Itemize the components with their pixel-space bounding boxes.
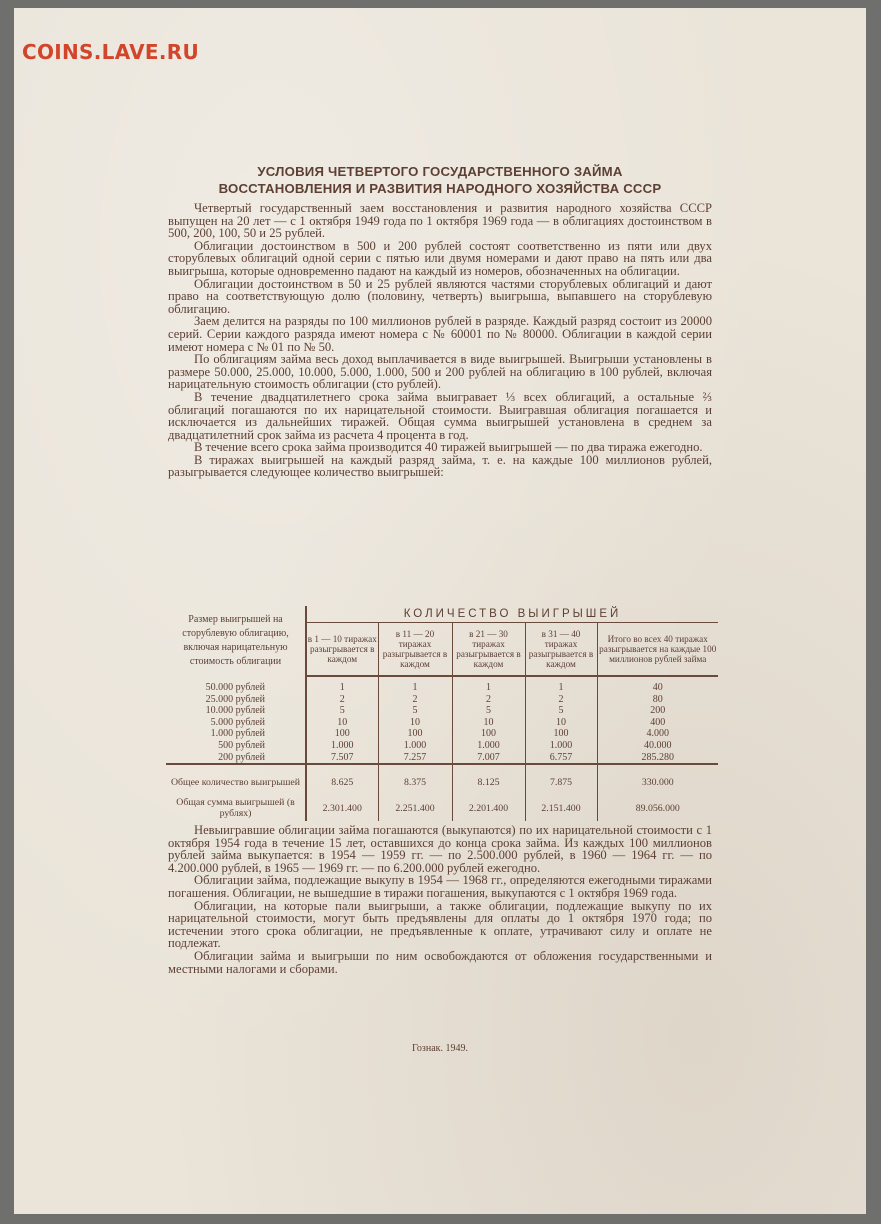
paragraph: Облигации достоинством в 50 и 25 рублей являются частями сторублевых облигаций и дают право на соответствующую долю (половину, четверть) выигрыша, выпавшего на сторублевую облигацию.: [168, 276, 712, 316]
paragraph: Облигации займа и выигрыши по ним освобождаются от обложения государственными и местными налогами и сборами.: [168, 948, 712, 976]
cell: 5: [306, 705, 378, 717]
column-header: в 1 — 10 тиражах разыгрывается в каждом: [306, 623, 378, 677]
cell: 10: [378, 717, 452, 729]
title-line-2: ВОССТАНОВЛЕНИЯ И РАЗВИТИЯ НАРОДНОГО ХОЗЯЙСТВА СССР: [218, 181, 662, 196]
cell: 200: [597, 705, 718, 717]
terms-text-top: [168, 202, 712, 479]
cell: 5: [452, 705, 525, 717]
table-row: [166, 682, 718, 694]
document-title: [160, 163, 720, 197]
row-label: Общая сумма выигрышей (в рублях): [166, 795, 306, 821]
table-row: [166, 694, 718, 706]
cell: 8.125: [452, 769, 525, 795]
paragraph: Четвертый государственный заем восстановления и развития народного хозяйства СССР выпущен на 20 лет — с 1 октября 1949 года по 1 октября 1969 года — в облигациях достоинством в 500, 200, 100, 50 и 25 рублей.: [168, 201, 712, 241]
cell: 5: [378, 705, 452, 717]
column-header: Итого во всех 40 тиражах разыгрывается на каждые 100 миллионов рублей займа: [597, 623, 718, 677]
cell: 2: [378, 694, 452, 706]
cell: 330.000: [597, 769, 718, 795]
cell: 10: [306, 717, 378, 729]
row-label: 50.000 рублей: [166, 682, 306, 694]
cell: 1: [452, 682, 525, 694]
table-group-header: КОЛИЧЕСТВО ВЫИГРЫШЕЙ: [306, 606, 718, 623]
cell: 4.000: [597, 728, 718, 740]
prize-distribution-table: [166, 606, 718, 821]
cell: 2: [525, 694, 597, 706]
row-label: 10.000 рублей: [166, 705, 306, 717]
cell: 2: [306, 694, 378, 706]
row-label: Общее количество выигрышей: [166, 769, 306, 795]
table-row: [166, 717, 718, 729]
cell: 40.000: [597, 740, 718, 752]
paragraph: По облигациям займа весь доход выплачивается в виде выигрышей. Выигрыши установлены в размере 50.000, 25.000, 10.000, 5.000, 1.000, 500 и 200 рублей на облигацию в 100 рублей, включая нарицательную стоимость облигации (сто рублей).: [168, 352, 712, 392]
row-label: 200 рублей: [166, 752, 306, 765]
cell: 100: [306, 728, 378, 740]
table-total-row: [166, 769, 718, 795]
terms-text-bottom: [168, 824, 712, 975]
cell: 100: [452, 728, 525, 740]
cell: 100: [378, 728, 452, 740]
cell: 1: [306, 682, 378, 694]
column-header: в 31 — 40 тиражах разыгрывается в каждом: [525, 623, 597, 677]
cell: 100: [525, 728, 597, 740]
table-left-header: Размер выигрышей на сторублевую облигацию, включая нарицательную стоимость облигации: [166, 606, 306, 676]
table-row: [166, 740, 718, 752]
table-row: [166, 728, 718, 740]
column-header: в 11 — 20 тиражах разыгрывается в каждом: [378, 623, 452, 677]
paragraph: Невыигравшие облигации займа погашаются (выкупаются) по их нарицательной стоимости с 1 октября 1954 года в течение 15 лет, оставшихся до конца срока займа. Из каждых 100 миллионов рублей займа выкупается: в 1954 — 1959 гг. — по 2.500.000 рублей, в 1960 — 1964 гг. — по 4.200.000 рублей, в 1965 — 1969 гг. — по 6.200.000 рублей ежегодно.: [168, 823, 712, 875]
site-watermark: COINS.LAVE.RU: [22, 40, 200, 64]
paragraph: Заем делится на разряды по 100 миллионов рублей в разряде. Каждый разряд состоит из 20000 серий. Серии каждого разряда имеют номера с № 60001 по № 80000. Облигации в каждой серии имеют номера с № 01 по № 50.: [168, 314, 712, 354]
cell: 7.007: [452, 752, 525, 765]
paragraph: Облигации займа, подлежащие выкупу в 1954 — 1968 гг., определяются ежегодными тиражами погашения. Облигации, не вышедшие в тиражи погашения, выкупаются с 1 октября 1969 года.: [168, 873, 712, 900]
cell: 2.251.400: [378, 795, 452, 821]
title-line-1: УСЛОВИЯ ЧЕТВЕРТОГО ГОСУДАРСТВЕННОГО ЗАЙМА: [257, 164, 623, 179]
cell: 6.757: [525, 752, 597, 765]
cell: 2.301.400: [306, 795, 378, 821]
row-label: 25.000 рублей: [166, 694, 306, 706]
paragraph: В течение двадцатилетнего срока займа выигравает ⅓ всех облигаций, а остальные ⅔ облигаций погашаются по их нарицательной стоимости. Выигравшая облигация погашается и исключается из дальнейших тиражей. Общая сумма выигрышей установлена в среднем за двадцатилетний срок займа из расчета 4 процента в год.: [168, 389, 712, 442]
cell: 7.875: [525, 769, 597, 795]
cell: 1.000: [378, 740, 452, 752]
cell: 285.280: [597, 752, 718, 765]
cell: 40: [597, 682, 718, 694]
column-header: в 21 — 30 тиражах разыгрывается в каждом: [452, 623, 525, 677]
cell: 89.056.000: [597, 795, 718, 821]
paragraph: Облигации достоинством в 500 и 200 рублей состоят соответственно из пяти или двух сторублевых облигаций одной серии с пятью или двумя номерами и дают право на пять или два выигрыша, которые одновременно падают на каждый из номеров, обозначенных на облигации.: [168, 238, 712, 278]
cell: 1.000: [306, 740, 378, 752]
cell: 400: [597, 717, 718, 729]
cell: 1.000: [452, 740, 525, 752]
table-row: [166, 752, 718, 765]
cell: 2: [452, 694, 525, 706]
cell: 1: [378, 682, 452, 694]
printer-imprint: Гознак. 1949.: [411, 1043, 468, 1054]
cell: 8.375: [378, 769, 452, 795]
cell: 1.000: [525, 740, 597, 752]
cell: 10: [452, 717, 525, 729]
cell: 8.625: [306, 769, 378, 795]
paragraph: Облигации, на которые пали выигрыши, а также облигации, подлежащие выкупу по их нарицательной стоимости, могут быть предъявлены для оплаты до 1 октября 1970 года; по истечении этого срока облигации, не предъявленные к оплате, утрачивают силу и оплате не подлежат.: [168, 898, 712, 951]
row-label: 1.000 рублей: [166, 728, 306, 740]
table-total-row: [166, 795, 718, 821]
row-label: 500 рублей: [166, 740, 306, 752]
paragraph: В течение всего срока займа производится 40 тиражей выигрышей — по два тиража ежегодно.: [194, 440, 703, 455]
cell: 7.507: [306, 752, 378, 765]
cell: 80: [597, 694, 718, 706]
cell: 2.201.400: [452, 795, 525, 821]
paragraph: В тиражах выигрышей на каждый разряд займа, т. е. на каждые 100 миллионов рублей, разыгрывается следующее количество выигрышей:: [168, 452, 712, 480]
cell: 5: [525, 705, 597, 717]
cell: 1: [525, 682, 597, 694]
table-row: [166, 705, 718, 717]
cell: 2.151.400: [525, 795, 597, 821]
cell: 7.257: [378, 752, 452, 765]
row-label: 5.000 рублей: [166, 717, 306, 729]
cell: 10: [525, 717, 597, 729]
